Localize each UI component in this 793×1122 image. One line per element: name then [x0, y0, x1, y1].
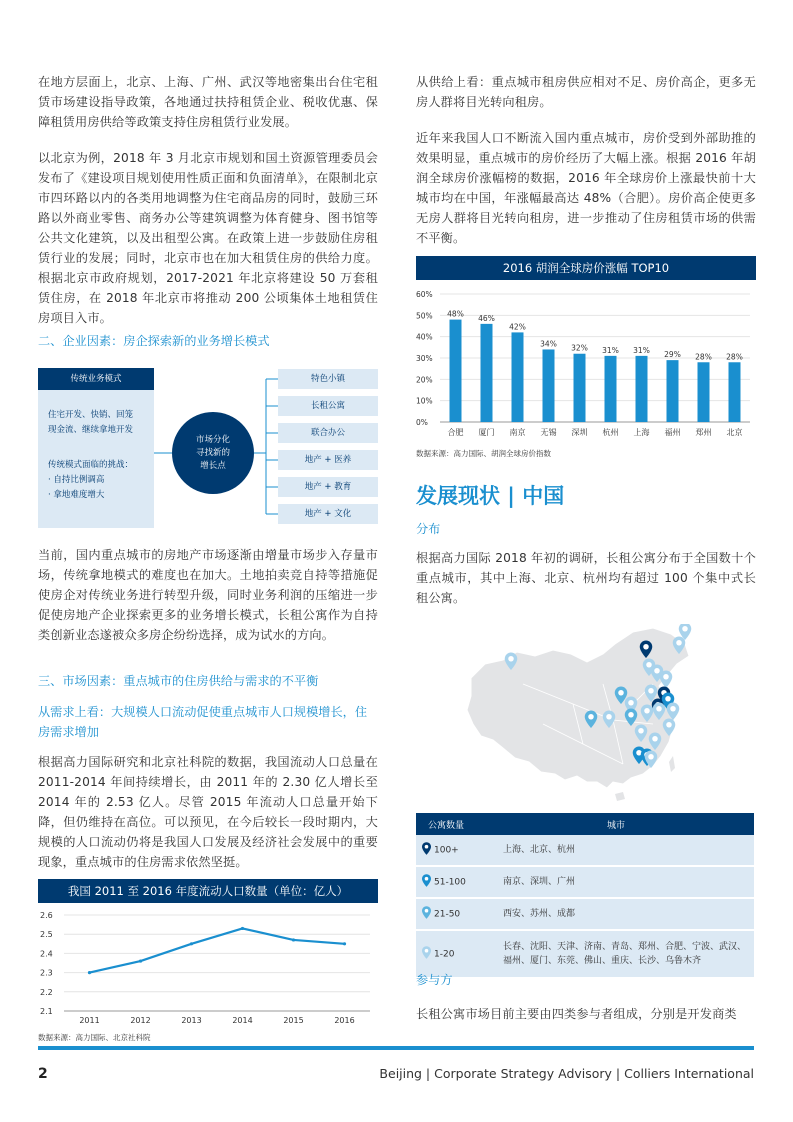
data-point	[139, 959, 142, 962]
bar	[574, 354, 586, 422]
bar-value-label: 31%	[633, 345, 650, 355]
pin-hole	[618, 690, 624, 696]
map-pin-icon	[660, 671, 673, 689]
pin-hole	[670, 706, 676, 712]
option-box-6	[278, 504, 378, 524]
data-point	[241, 927, 244, 930]
x-tick-label: 郑州	[695, 428, 712, 437]
pin-hole	[508, 656, 514, 662]
y-tick-label: 30%	[416, 354, 433, 363]
bar	[636, 356, 648, 422]
left-para-4: 根据高力国际研究和北京社科院的数据，我国流动人口总量在 2011-2014 年间持续增长，由 2011 年的 2.30 亿人增长至 2014 年的 2.53 亿人。尽管 2015 年流动人口总量开始下降，但仍维持在高位。可以预见，在今后较长一段时期内，大规模的人口流动仍将是我国人口发展及经济社会发展中的重要现象，重点城市的住房需求依然坚挺。	[38, 755, 378, 869]
x-tick-label: 杭州	[602, 428, 619, 437]
right-para-2: 近年来我国人口不断流入国内重点城市，房价受到外部助推的效果明显，重点城市的房价经历了大幅上涨。根据 2016 年胡润全球房价涨幅榜的数据，2016 年全球房价上涨最快前十大城市均在中国，年涨幅最高达 48%（合肥）。房价高企使更多无房人群将目光转向租房，进一步推动了住房租赁市场的供需不平衡。	[416, 131, 756, 245]
x-tick-label: 厦门	[478, 428, 495, 437]
y-tick-label: 60%	[416, 290, 433, 299]
pin-hole	[676, 640, 682, 646]
y-tick-label: 2.2	[40, 987, 53, 997]
pin-hole	[656, 706, 662, 712]
heading-demand: 从需求上看：大规模人口流动促使重点城市人口规模增长，住房需求增加	[38, 705, 368, 739]
heading-enterprise-factors: 二、企业因素：房企探索新的业务增长模式	[38, 334, 270, 348]
line-chart-title: 我国 2011 至 2016 年度流动人口数量（单位：亿人）	[38, 879, 378, 903]
center-text-1: 市场分化	[195, 435, 230, 445]
bar	[543, 349, 555, 422]
option-box-3	[278, 423, 378, 443]
bar-value-label: 29%	[664, 350, 681, 360]
sub-distribution: 分布	[416, 522, 441, 536]
pin-hole	[652, 736, 658, 742]
y-tick-label: 2.4	[40, 949, 53, 959]
bar-value-label: 46%	[478, 313, 495, 323]
footer-text: Beijing | Corporate Strategy Advisory | Colliers International	[379, 1066, 754, 1081]
map-pin-icon	[422, 842, 431, 858]
bar	[605, 356, 617, 422]
center-text-2: 寻找新的	[195, 448, 230, 458]
population-series-line	[90, 928, 345, 972]
option-label: 地产 + 文化	[304, 509, 352, 519]
left-para-1: 在地方层面上，北京、上海、广州、武汉等地密集出台住宅租赁市场建设指导政策，各地通过扶持租赁企业、税收优惠、保障租赁用房供给等政策支持住房租赁行业发展。	[38, 75, 378, 129]
y-tick-label: 2.6	[40, 911, 53, 920]
line-chart-source: 数据来源：高力国际、北京社科院	[38, 1033, 151, 1042]
option-label: 联合办公	[310, 428, 345, 438]
pin-hole	[628, 700, 634, 706]
data-point	[292, 938, 295, 941]
legend-row	[416, 898, 754, 930]
bar	[729, 362, 741, 422]
option-box-1	[278, 369, 378, 389]
y-tick-label: 0%	[416, 418, 428, 427]
pin-hole	[643, 644, 649, 650]
legend-row	[416, 835, 754, 866]
pin-hole	[665, 696, 671, 702]
pin-hole	[646, 662, 652, 668]
data-point	[343, 942, 346, 945]
legend-count: 1-20	[434, 949, 455, 960]
option-label: 地产 + 医养	[304, 455, 352, 465]
population-line-chart	[38, 905, 378, 1031]
pin-hole	[682, 626, 688, 632]
legend-header-count: 公寓数量	[416, 813, 499, 835]
pin-hole	[663, 674, 669, 680]
legend-count: 100+	[434, 845, 459, 856]
y-tick-label: 10%	[416, 396, 433, 406]
house-price-bar-chart	[416, 284, 756, 444]
x-tick-label: 2014	[232, 1016, 253, 1025]
x-tick-label: 2011	[79, 1016, 100, 1025]
legend-cities: 长春、沈阳、天津、济南、青岛、郑州、合肥、宁波、武汉、福州、厦门、东莞、佛山、重庆、长沙、乌鲁木齐	[499, 930, 754, 978]
y-tick-label: 20%	[416, 375, 433, 385]
apartment-count-legend	[416, 813, 754, 979]
bar	[450, 320, 462, 422]
page-number: 2	[38, 1066, 48, 1082]
y-tick-label: 2.1	[40, 1007, 53, 1016]
pin-hole	[666, 722, 672, 728]
map-pin-icon	[422, 946, 431, 962]
left-para-2: 以北京为例，2018 年 3 月北京市规划和国土资源管理委员会发布了《建设项目规划使用性质正面和负面清单》，在限制北京市四环路以内的各类用地调整为住宅商品房的同时，鼓励三环路以外商业零售、商务办公等建筑调整为体育健身、图书馆等公共文化建筑，以及出租型公寓。在政策上进一步鼓励住房租赁行业的发展；同时，北京市也在加大租赁住房的供给力度。根据北京市政府规划，2017-2021 年北京将建设 50 万套租赁住房，在 2018 年北京市将推动 200 公顷集体土地租赁住房项目入市。	[38, 151, 378, 325]
map-pin-icon	[422, 874, 431, 890]
x-tick-label: 合肥	[447, 428, 464, 437]
china-map	[463, 624, 711, 804]
challenge-title: 传统模式面临的挑战：	[48, 460, 134, 470]
bar	[481, 324, 493, 422]
pin-hole	[644, 708, 650, 714]
section-title: 发展现状 | 中国	[416, 484, 565, 508]
hainan-island	[615, 792, 625, 801]
pin-hole	[628, 712, 634, 718]
y-tick-label: 50%	[416, 311, 433, 321]
x-tick-label: 南京	[509, 428, 526, 437]
center-circle	[172, 412, 254, 494]
pin-hole	[654, 668, 660, 674]
bar-value-label: 32%	[571, 343, 588, 353]
pin-hole	[648, 754, 654, 760]
map-pin-icon	[422, 906, 431, 922]
pin-hole	[588, 714, 594, 720]
data-point	[88, 971, 91, 974]
y-tick-label: 2.3	[40, 968, 53, 978]
traditional-text-2: 现金流、继续拿地开发	[48, 425, 134, 435]
challenge-2: · 拿地难度增大	[48, 490, 105, 500]
legend-header-city: 城市	[499, 813, 754, 835]
data-point	[190, 942, 193, 945]
right-para-4: 长租公寓市场目前主要由四类参与者组成，分别是开发商类	[416, 1007, 737, 1021]
bar-value-label: 28%	[695, 352, 712, 362]
x-tick-label: 深圳	[571, 428, 588, 437]
y-tick-label: 2.5	[40, 930, 53, 940]
x-tick-label: 2016	[334, 1016, 355, 1025]
bar	[667, 360, 679, 422]
x-tick-label: 北京	[726, 428, 743, 437]
option-box-5	[278, 477, 378, 497]
legend-cities: 上海、北京、杭州	[499, 835, 754, 866]
bar-chart-source: 数据来源：高力国际、胡润全球房价指数	[416, 449, 551, 458]
legend-count: 21-50	[434, 909, 461, 920]
bar	[512, 332, 524, 422]
bar-value-label: 34%	[540, 339, 557, 349]
left-para-3: 当前，国内重点城市的房地产市场逐渐由增量市场步入存量市场，传统拿地模式的难度也在加大。土地拍卖竞自持等措施促使房企对传统业务进行转型升级，同时业务利润的压缩进一步促使房地产企业探索更多的业务增长模式，长租公寓作为自持类创新业态遂被众多房企纷纷选择，成为试水的方向。	[38, 548, 378, 642]
pin-hole	[648, 688, 654, 694]
legend-cities: 南京、深圳、广州	[499, 866, 754, 898]
option-label: 长租公寓	[310, 401, 345, 411]
footer-rule	[38, 1046, 754, 1050]
traditional-text-1: 住宅开发、快销、回笼	[48, 410, 134, 420]
legend-cities: 西安、苏州、成都	[499, 898, 754, 930]
business-model-diagram	[38, 368, 380, 530]
bar-chart-title: 2016 胡润全球房价涨幅 TOP10	[416, 256, 756, 280]
option-label: 特色小镇	[310, 374, 345, 384]
traditional-title: 传统业务模式	[70, 374, 122, 384]
pin-hole	[606, 714, 612, 720]
taiwan-island	[669, 756, 675, 772]
heading-market-factors: 三、市场因素：重点城市的住房供给与需求的不平衡	[38, 674, 319, 688]
option-label: 地产 + 教育	[304, 482, 352, 492]
bar-value-label: 48%	[447, 309, 464, 319]
right-para-3: 根据高力国际 2018 年初的调研，长租公寓分布于全国数十个重点城市，其中上海、北京、杭州均有超过 100 个集中式长租公寓。	[416, 551, 756, 605]
center-text-3: 增长点	[200, 461, 226, 471]
x-tick-label: 上海	[633, 428, 650, 437]
legend-row	[416, 866, 754, 898]
sub-participants: 参与方	[416, 973, 453, 987]
legend-count: 51-100	[434, 877, 466, 888]
pin-hole	[638, 728, 644, 734]
x-tick-label: 无锡	[540, 428, 557, 437]
x-tick-label: 2012	[130, 1016, 151, 1025]
y-tick-label: 40%	[416, 332, 433, 342]
right-para-1: 从供给上看：重点城市租房供应相对不足、房价高企，更多无房人群将目光转向租房。	[416, 75, 756, 109]
option-box-4	[278, 450, 378, 470]
x-tick-label: 2015	[283, 1016, 304, 1025]
x-tick-label: 2013	[181, 1016, 202, 1025]
bar-value-label: 31%	[602, 345, 619, 355]
bar-value-label: 42%	[509, 322, 526, 332]
legend-row	[416, 930, 754, 978]
option-box-2	[278, 396, 378, 416]
bar-value-label: 28%	[726, 352, 743, 362]
challenge-1: · 自持比例调高	[48, 475, 105, 485]
bar	[698, 362, 710, 422]
x-tick-label: 福州	[664, 428, 681, 437]
